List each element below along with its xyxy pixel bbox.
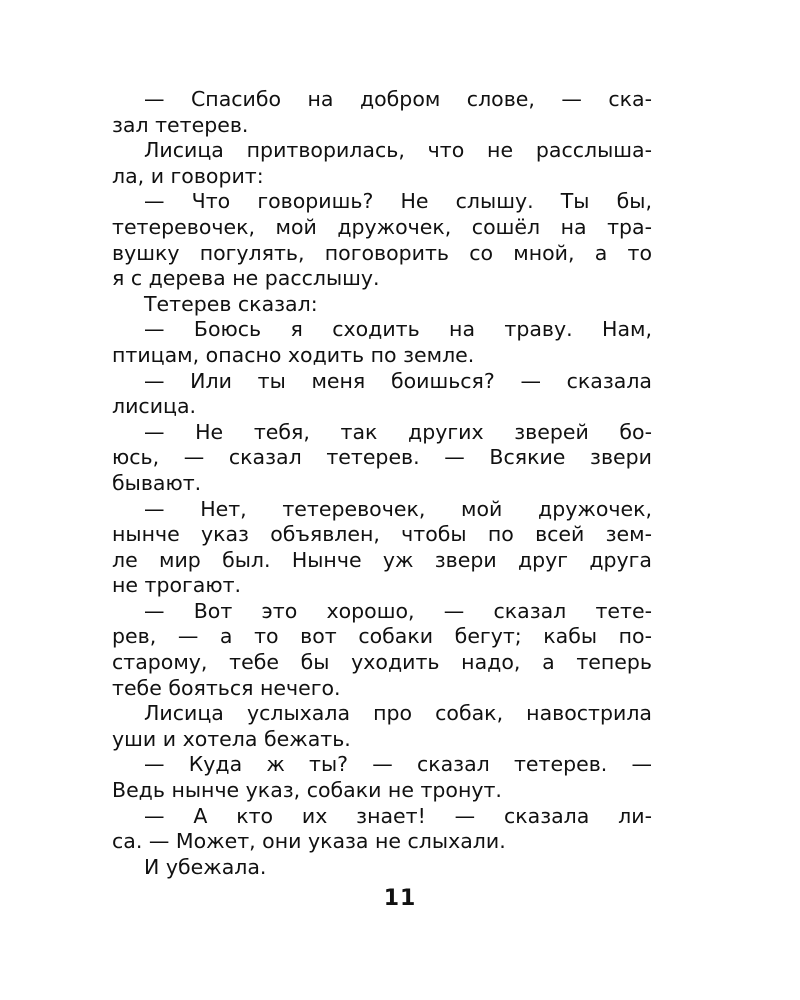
text-line: И убежала. — [144, 854, 267, 879]
page-number: 11 — [383, 886, 417, 911]
text-line: — Вот это хорошо, — сказал тете- — [144, 598, 652, 623]
text-line: — Куда ж ты? — сказал тетерев. — — [144, 752, 652, 777]
text-line: вушку погулять, поговорить со мной, а то — [112, 240, 652, 265]
text-line: бывают. — [112, 470, 202, 495]
text-line: зал тетерев. — [112, 112, 249, 137]
text-line: Лисица услыхала про собак, навострила — [144, 701, 652, 726]
text-line: старому, тебе бы уходить надо, а теперь — [112, 650, 652, 675]
text-line: — Нет, тетеревочек, мой дружочек, — [144, 496, 652, 521]
text-line: — Боюсь я сходить на траву. Нам, — [144, 317, 652, 342]
text-line: — Спасибо на добром слове, — ска- — [144, 87, 652, 111]
text-line: Лисица притворилась, что не расслыша- — [144, 138, 652, 163]
text-line: я с дерева не расслышу. — [112, 266, 380, 291]
text-line: тебе бояться нечего. — [112, 675, 341, 700]
text-line: птицам, опасно ходить по земле. — [112, 342, 475, 367]
text-line: рев, — а то вот собаки бегут; кабы по- — [112, 624, 652, 649]
text-line: Ведь нынче указ, собаки не тронут. — [112, 778, 502, 803]
story-text — [112, 87, 652, 880]
text-line: не трогают. — [112, 573, 242, 598]
text-line: — Что говоришь? Не слышу. Ты бы, — [144, 189, 652, 214]
text-line: ле мир был. Нынче уж звери друг друга — [112, 547, 652, 572]
text-line: Тетерев сказал: — [144, 291, 318, 316]
text-line: юсь, — сказал тетерев. — Всякие звери — [112, 445, 652, 470]
text-line: лисица. — [112, 394, 197, 419]
text-line: — А кто их знает! — сказала ли- — [144, 803, 652, 828]
text-line: уши и хотела бежать. — [112, 726, 351, 751]
text-line: тетеревочек, мой дружочек, сошёл на тра- — [112, 214, 652, 239]
text-line: — Не тебя, так других зверей бо- — [144, 419, 652, 444]
text-line: ла, и говорит: — [112, 163, 264, 188]
text-line: са. — Может, они указа не слыхали. — [112, 829, 506, 854]
text-line: нынче указ объявлен, чтобы по всей зем- — [112, 522, 652, 547]
text-line: — Или ты меня боишься? — сказала — [144, 368, 652, 393]
